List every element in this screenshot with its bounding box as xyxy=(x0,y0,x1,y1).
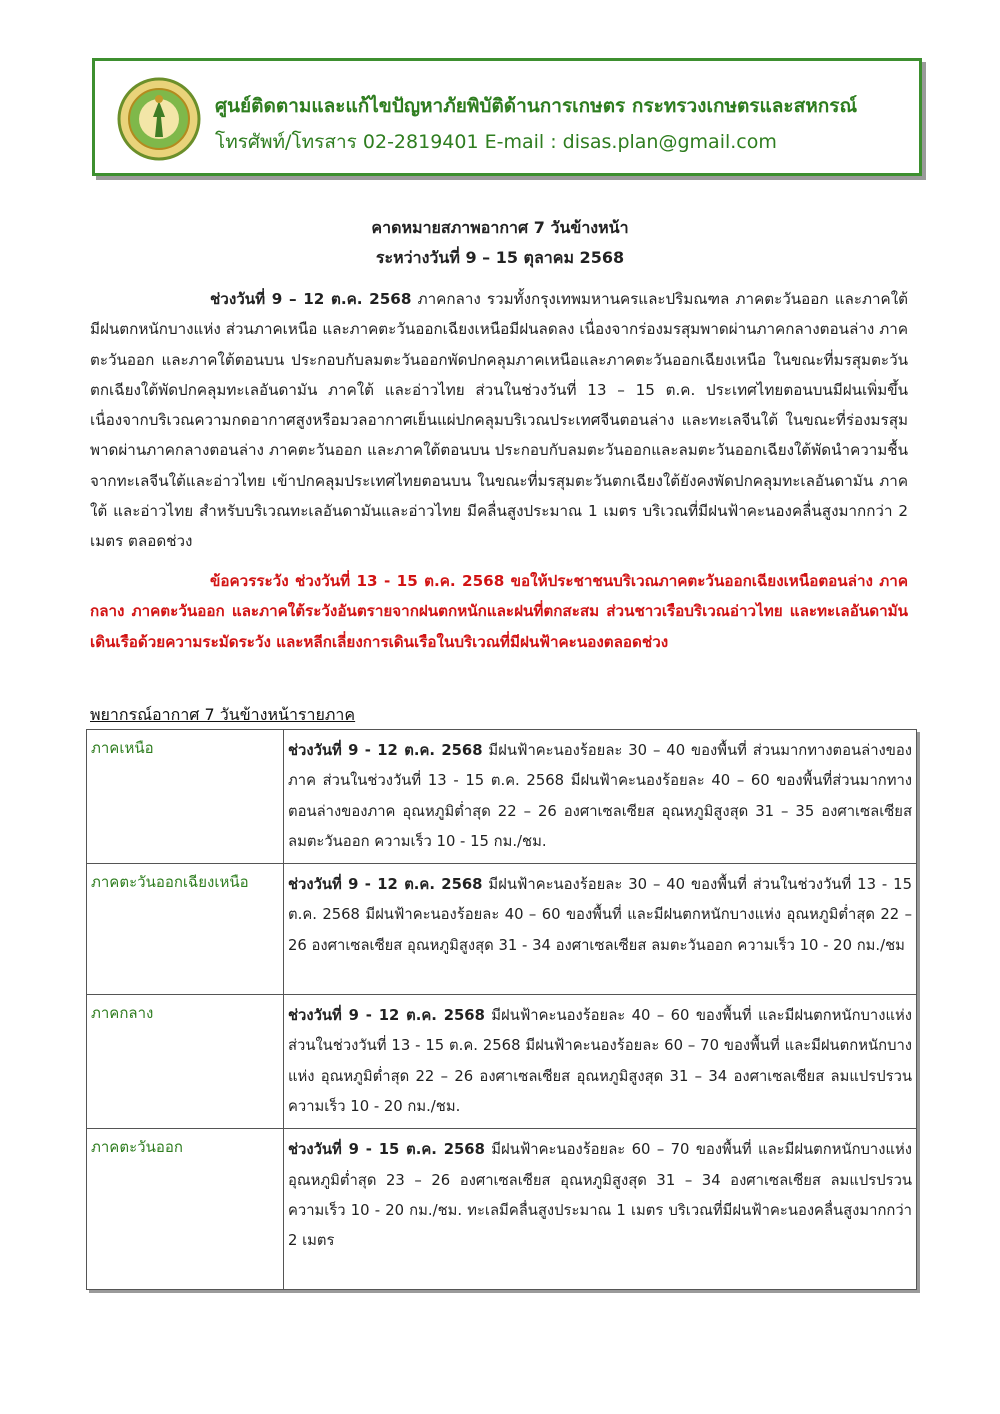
region-forecast xyxy=(284,995,917,1129)
regional-forecast-heading: พยากรณ์อากาศ 7 วันข้างหน้ารายภาค xyxy=(90,705,356,724)
agency-header xyxy=(92,58,922,176)
region-text: มีฝนฟ้าคะนองร้อยละ 60 – 70 ของพื้นที่ และมีฝนตกหนักบางแห่ง อุณหภูมิต่ำสุด 23 – 26 องศาเซลเซียส อุณหภูมิสูงสุด 31 – 34 องศาเซลเซียส ลมแปรปรวน ความเร็ว 10 - 20 กม./ชม. ทะเลมีคลื่นสูงประมาณ 1 เมตร บริเวณที่มีฝนฟ้าคะนองคลื่นสูงมากกว่า 2 เมตร xyxy=(288,1141,912,1250)
table-row xyxy=(87,730,917,864)
region-lead: ช่วงวันที่ 9 - 12 ต.ค. 2568 xyxy=(288,742,483,759)
contact-info: โทรศัพท์/โทรสาร 02-2819401 E-mail : disas.plan@gmail.com xyxy=(215,131,777,153)
region-lead: ช่วงวันที่ 9 - 15 ต.ค. 2568 xyxy=(288,1141,485,1159)
region-forecast xyxy=(284,864,917,995)
forecast-title: คาดหมายสภาพอากาศ 7 วันข้างหน้า xyxy=(371,218,629,237)
region-text: มีฝนฟ้าคะนองร้อยละ 30 – 40 ของพื้นที่ ส่วนในช่วงวันที่ 13 - 15 ต.ค. 2568 มีฝนฟ้าคะนองร้อยละ 40 – 60 ของพื้นที่ และมีฝนตกหนักบางแห่ง อุณหภูมิต่ำสุด 22 – 26 องศาเซลเซียส อุณหภูมิสูงสุด 31 - 34 องศาเซลเซียส ลมตะวันออก ความเร็ว 10 - 20 กม./ชม xyxy=(288,876,912,954)
region-lead: ช่วงวันที่ 9 - 12 ต.ค. 2568 xyxy=(288,876,483,894)
forecast-date-range: ระหว่างวันที่ 9 – 15 ตุลาคม 2568 xyxy=(375,248,625,267)
region-forecast xyxy=(284,730,917,864)
ministry-logo-icon xyxy=(117,77,201,161)
region-text: มีฝนฟ้าคะนองร้อยละ 40 – 60 ของพื้นที่ และมีฝนตกหนักบางแห่ง ส่วนในช่วงวันที่ 13 - 15 ต.ค. 2568 มีฝนฟ้าคะนองร้อยละ 60 – 70 ของพื้นที่ และมีฝนตกหนักบางแห่ง อุณหภูมิต่ำสุด 22 – 26 องศาเซลเซียส อุณหภูมิสูงสุด 31 – 34 องศาเซลเซียส ลมแปรปรวน ความเร็ว 10 - 20 กม./ชม. xyxy=(288,1007,912,1116)
warning-text: ข้อควรระวัง ช่วงวันที่ 13 - 15 ต.ค. 2568 ขอให้ประชาชนบริเวณภาคตะวันออกเฉียงเหนือตอนล่าง ภาคกลาง ภาคตะวันออก และภาคใต้ระวังอันตรายจากฝนตกหนักและฝนที่ตกสะสม ส่วนชาวเรือบริเวณอ่าวไทย และทะเลอันดามันเดินเรือด้วยความระมัดระวัง และหลีกเลี่ยงการเดินเรือในบริเวณที่มีฝนฟ้าคะนองตลอดช่วง xyxy=(90,572,908,651)
region-forecast xyxy=(284,1129,917,1290)
region-name: ภาคกลาง xyxy=(87,995,284,1129)
summary-lead: ช่วงวันที่ 9 – 12 ต.ค. 2568 xyxy=(210,290,412,308)
table-row xyxy=(87,995,917,1129)
table-row xyxy=(87,1129,917,1290)
region-name: ภาคตะวันออกเฉียงเหนือ xyxy=(87,864,284,995)
warning-paragraph xyxy=(90,566,908,657)
summary-paragraph xyxy=(90,284,908,557)
table-row xyxy=(87,864,917,995)
org-name: ศูนย์ติดตามและแก้ไขปัญหาภัยพิบัติด้านการเกษตร กระทรวงเกษตรและสหกรณ์ xyxy=(215,95,858,117)
region-name: ภาคตะวันออก xyxy=(87,1129,284,1290)
region-lead: ช่วงวันที่ 9 - 12 ต.ค. 2568 xyxy=(288,1007,485,1025)
region-name: ภาคเหนือ xyxy=(87,730,284,864)
regional-forecast-table xyxy=(86,729,917,1290)
summary-text: ภาคกลาง รวมทั้งกรุงเทพมหานครและปริมณฑล ภาคตะวันออก และภาคใต้ มีฝนตกหนักบางแห่ง ส่วนภาคเหนือ และภาคตะวันออกเฉียงเหนือมีฝนลดลง เนื่องจากร่องมรสุมพาดผ่านภาคกลางตอนล่าง ภาคตะวันออก และภาคใต้ตอนบน ประกอบกับลมตะวันออกพัดปกคลุมภาคเหนือและภาคตะวันออกเฉียงเหนือ ในขณะที่มรสุมตะวันตกเฉียงใต้พัดปกคลุมทะเลอันดามัน ภาคใต้ และอ่าวไทย ส่วนในช่วงวันที่ 13 – 15 ต.ค. ประเทศไทยตอนบนมีฝนเพิ่มขึ้น เนื่องจากบริเวณความกดอากาศสูงหรือมวลอากาศเย็นแผ่ปกคลุมบริเวณประเทศจีนตอนล่าง และทะเลจีนใต้ ในขณะที่ร่องมรสุมพาดผ่านภาคกลางตอนล่าง ภาคตะวันออก และภาคใต้ตอนบน ประกอบกับลมตะวันออกและลมตะวันออกเฉียงใต้พัดนำความชื้นจากทะเลจีนใต้และอ่าวไทย เข้าปกคลุมประเทศไทยตอนบน ในขณะที่มรสุมตะวันตกเฉียงใต้ยังคงพัดปกคลุมทะเลอันดามัน ภาคใต้ และอ่าวไทย สำหรับบริเวณทะเลอันดามันและอ่าวไทย มีคลื่นสูงประมาณ 1 เมตร บริเวณที่มีฝนฟ้าคะนองคลื่นสูงมากกว่า 2 เมตร ตลอดช่วง xyxy=(90,290,908,551)
region-text: มีฝนฟ้าคะนองร้อยละ 30 – 40 ของพื้นที่ ส่วนมากทางตอนล่างของภาค ส่วนในช่วงวันที่ 13 - 15 ต.ค. 2568 มีฝนฟ้าคะนองร้อยละ 40 – 60 ของพื้นที่ส่วนมากทางตอนล่างของภาค อุณหภูมิต่ำสุด 22 – 26 องศาเซลเซียส อุณหภูมิสูงสุด 31 – 35 องศาเซลเซียส ลมตะวันออก ความเร็ว 10 - 15 กม./ชม. xyxy=(288,742,912,850)
